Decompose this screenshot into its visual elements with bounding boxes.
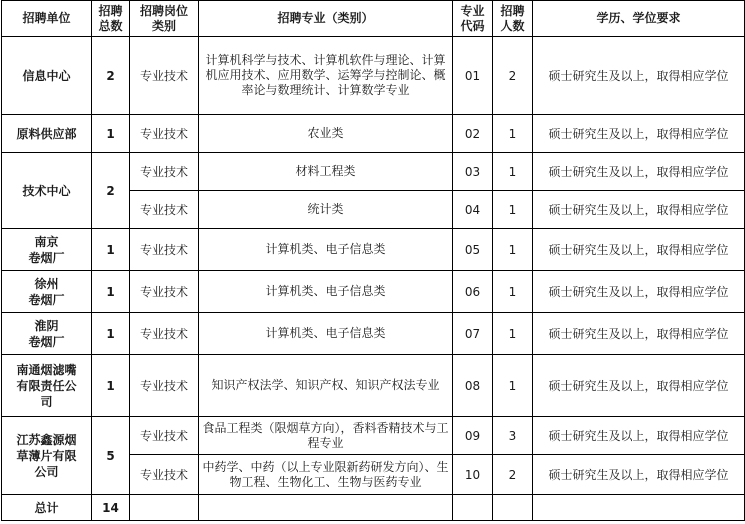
count-cell: 1 (493, 271, 533, 313)
recruitment-table (1, 0, 745, 521)
total-label: 总计 (2, 495, 92, 521)
empty-cell (493, 495, 533, 521)
unit-cell: 徐州 卷烟厂 (2, 271, 92, 313)
major-cell: 计算机类、电子信息类 (199, 271, 453, 313)
count-cell: 3 (493, 417, 533, 455)
category-cell: 专业技术 (130, 37, 199, 115)
table-row (2, 37, 745, 115)
total-cell: 5 (92, 417, 130, 495)
count-cell: 2 (493, 37, 533, 115)
major-cell: 材料工程类 (199, 153, 453, 191)
empty-cell (130, 495, 199, 521)
degree-cell: 硕士研究生及以上，取得相应学位 (533, 191, 745, 229)
total-cell: 1 (92, 115, 130, 153)
code-cell: 09 (453, 417, 493, 455)
category-cell: 专业技术 (130, 355, 199, 417)
empty-cell (533, 495, 745, 521)
unit-cell: 淮阴 卷烟厂 (2, 313, 92, 355)
category-cell: 专业技术 (130, 313, 199, 355)
count-cell: 1 (493, 229, 533, 271)
major-cell: 农业类 (199, 115, 453, 153)
header-count: 招聘 人数 (493, 1, 533, 37)
category-cell: 专业技术 (130, 455, 199, 495)
total-cell: 1 (92, 313, 130, 355)
degree-cell: 硕士研究生及以上，取得相应学位 (533, 115, 745, 153)
unit-cell: 南通烟滤嘴 有限责任公 司 (2, 355, 92, 417)
degree-cell: 硕士研究生及以上，取得相应学位 (533, 271, 745, 313)
total-cell: 1 (92, 229, 130, 271)
header-category: 招聘岗位 类别 (130, 1, 199, 37)
category-cell: 专业技术 (130, 191, 199, 229)
degree-cell: 硕士研究生及以上，取得相应学位 (533, 37, 745, 115)
header-major: 招聘专业（类别） (199, 1, 453, 37)
degree-cell: 硕士研究生及以上，取得相应学位 (533, 417, 745, 455)
grand-total: 14 (92, 495, 130, 521)
unit-cell: 原料供应部 (2, 115, 92, 153)
code-cell: 01 (453, 37, 493, 115)
code-cell: 04 (453, 191, 493, 229)
count-cell: 1 (493, 115, 533, 153)
table-row (2, 417, 745, 455)
total-row (2, 495, 745, 521)
degree-cell: 硕士研究生及以上，取得相应学位 (533, 229, 745, 271)
count-cell: 1 (493, 191, 533, 229)
empty-cell (453, 495, 493, 521)
code-cell: 08 (453, 355, 493, 417)
table-row (2, 153, 745, 191)
total-cell: 1 (92, 271, 130, 313)
table-row (2, 229, 745, 271)
total-cell: 2 (92, 153, 130, 229)
category-cell: 专业技术 (130, 229, 199, 271)
count-cell: 1 (493, 313, 533, 355)
unit-cell: 江苏鑫源烟 草薄片有限 公司 (2, 417, 92, 495)
major-cell: 食品工程类（限烟草方向），香料香精技术与工程专业 (199, 417, 453, 455)
major-cell: 中药学、中药（以上专业限新药研发方向）、生物工程、生物化工、生物与医药专业 (199, 455, 453, 495)
major-cell: 计算机类、电子信息类 (199, 313, 453, 355)
category-cell: 专业技术 (130, 153, 199, 191)
table-header-row (2, 1, 745, 37)
table-row (2, 271, 745, 313)
degree-cell: 硕士研究生及以上，取得相应学位 (533, 313, 745, 355)
degree-cell: 硕士研究生及以上，取得相应学位 (533, 455, 745, 495)
total-cell: 1 (92, 355, 130, 417)
code-cell: 10 (453, 455, 493, 495)
unit-cell: 信息中心 (2, 37, 92, 115)
header-total: 招聘 总数 (92, 1, 130, 37)
total-cell: 2 (92, 37, 130, 115)
unit-cell: 技术中心 (2, 153, 92, 229)
major-cell: 计算机科学与技术、计算机软件与理论、计算机应用技术、应用数学、运筹学与控制论、概率论与数理统计、计算数学专业 (199, 37, 453, 115)
major-cell: 统计类 (199, 191, 453, 229)
count-cell: 2 (493, 455, 533, 495)
header-unit: 招聘单位 (2, 1, 92, 37)
table-row (2, 313, 745, 355)
unit-cell: 南京 卷烟厂 (2, 229, 92, 271)
major-cell: 计算机类、电子信息类 (199, 229, 453, 271)
code-cell: 05 (453, 229, 493, 271)
category-cell: 专业技术 (130, 271, 199, 313)
category-cell: 专业技术 (130, 417, 199, 455)
major-cell: 知识产权法学、知识产权、知识产权法专业 (199, 355, 453, 417)
degree-cell: 硕士研究生及以上，取得相应学位 (533, 355, 745, 417)
code-cell: 02 (453, 115, 493, 153)
degree-cell: 硕士研究生及以上，取得相应学位 (533, 153, 745, 191)
header-code: 专业 代码 (453, 1, 493, 37)
empty-cell (199, 495, 453, 521)
table-row (2, 115, 745, 153)
category-cell: 专业技术 (130, 115, 199, 153)
count-cell: 1 (493, 153, 533, 191)
header-degree: 学历、学位要求 (533, 1, 745, 37)
count-cell: 1 (493, 355, 533, 417)
code-cell: 03 (453, 153, 493, 191)
code-cell: 06 (453, 271, 493, 313)
code-cell: 07 (453, 313, 493, 355)
table-row (2, 355, 745, 417)
